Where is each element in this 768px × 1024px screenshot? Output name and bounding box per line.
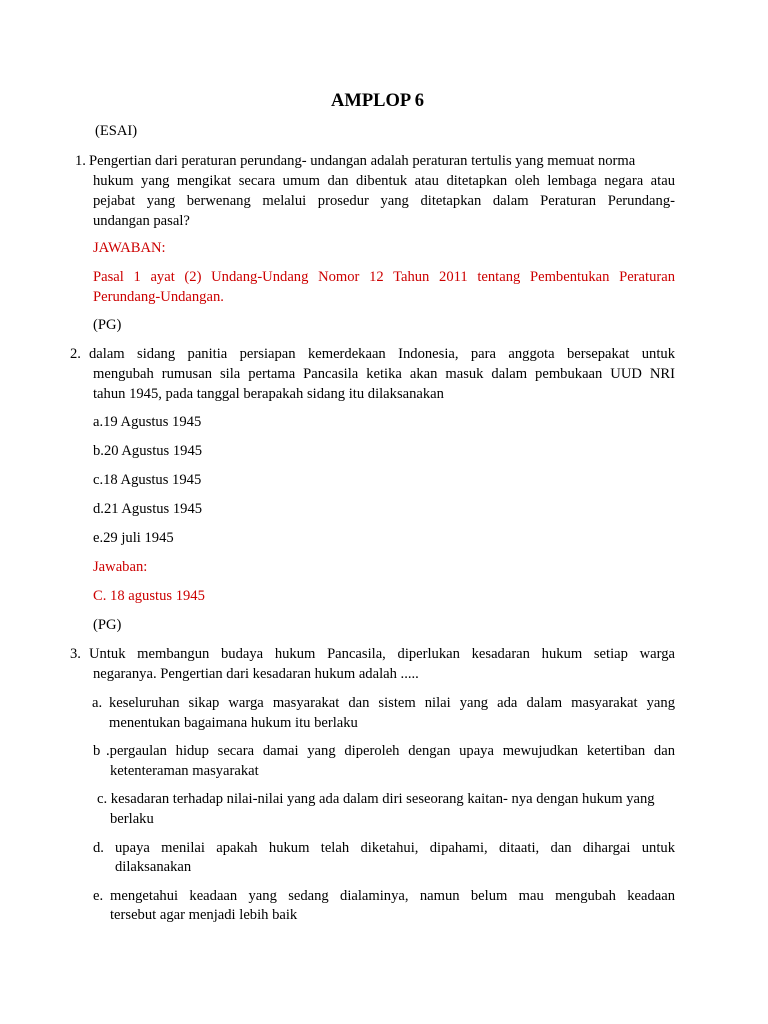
q2-text-line3: tahun 1945, pada tanggal berapakah sidang itu dilaksanakan <box>93 386 444 402</box>
q1-answer-label: JAWABAN: <box>93 240 166 256</box>
q3-section-label: (PG) <box>93 617 122 633</box>
q3-option-e-marker: e. <box>93 888 104 904</box>
q2-text-line1: dalam sidang panitia persiapan kemerdekaan Indonesia, para anggota bersepakat untuk <box>89 346 675 362</box>
q3-option-b-marker: b <box>93 743 101 759</box>
q3-option-d-line1: upaya menilai apakah hukum telah diketahui, dipahami, ditaati, dan dihargai untuk <box>115 840 675 856</box>
q3-option-a-line1: keseluruhan sikap warga masyarakat dan sistem nilai yang ada dalam masyarakat yang <box>109 695 675 711</box>
q1-text-line3: pejabat yang berwenang melalui prosedur yang ditetapkan dalam Peraturan Perundang- <box>93 193 675 209</box>
q1-section-label: (ESAI) <box>95 123 138 139</box>
q3-text-line1: Untuk membangun budaya hukum Pancasila, diperlukan kesadaran hukum setiap warga <box>89 646 675 662</box>
q2-option-a: a.19 Agustus 1945 <box>93 414 202 430</box>
q3-option-a-marker: a. <box>92 695 103 711</box>
q3-option-d-marker: d. <box>93 840 104 856</box>
q2-option-c: c.18 Agustus 1945 <box>93 472 202 488</box>
q1-answer-line2: Perundang-Undangan. <box>93 289 224 305</box>
q1-text-line4: undangan pasal? <box>93 213 190 229</box>
q2-number: 2. <box>70 346 81 362</box>
q3-option-d-line2: dilaksanakan <box>115 859 192 875</box>
q3-text-line2: negaranya. Pengertian dari kesadaran hukum adalah ..... <box>93 666 419 682</box>
q3-number: 3. <box>70 646 81 662</box>
q2-answer-label: Jawaban: <box>93 559 148 575</box>
q3-option-c-line1: c. kesadaran terhadap nilai-nilai yang ada dalam diri seseorang kaitan- nya dengan hukum yang <box>97 791 655 807</box>
q2-option-e: e.29 juli 1945 <box>93 530 174 546</box>
q1-number: 1. <box>75 153 86 169</box>
q3-option-b-line1: .pergaulan hidup secara damai yang diperoleh dengan upaya mewujudkan ketertiban dan <box>106 743 675 759</box>
q3-option-e-line2: tersebut agar menjadi lebih baik <box>110 907 298 923</box>
page-title: AMPLOP 6 <box>331 91 425 111</box>
q3-option-e-line1: mengetahui keadaan yang sedang dialaminya, namun belum mau mengubah keadaan <box>110 888 675 904</box>
q2-text-line2: mengubah rumusan sila pertama Pancasila ketika akan masuk dalam pembukaan UUD NRI <box>93 366 675 382</box>
q2-option-d: d.21 Agustus 1945 <box>93 501 203 517</box>
q1-text-line1: Pengertian dari peraturan perundang- undangan adalah peraturan tertulis yang memuat norma <box>89 153 636 169</box>
q2-option-b: b.20 Agustus 1945 <box>93 443 203 459</box>
q2-section-label: (PG) <box>93 317 122 333</box>
q1-answer-line1: Pasal 1 ayat (2) Undang-Undang Nomor 12 Tahun 2011 tentang Pembentukan Peraturan <box>93 269 675 285</box>
q2-answer: C. 18 agustus 1945 <box>93 588 205 604</box>
q3-option-c-line2: berlaku <box>110 811 154 827</box>
q1-text-line2: hukum yang mengikat secara umum dan dibentuk atau ditetapkan oleh lembaga negara atau <box>93 173 675 189</box>
q3-option-b-line2: ketenteraman masyarakat <box>110 763 259 779</box>
q3-option-a-line2: menentukan bagaimana hukum itu berlaku <box>109 715 358 731</box>
